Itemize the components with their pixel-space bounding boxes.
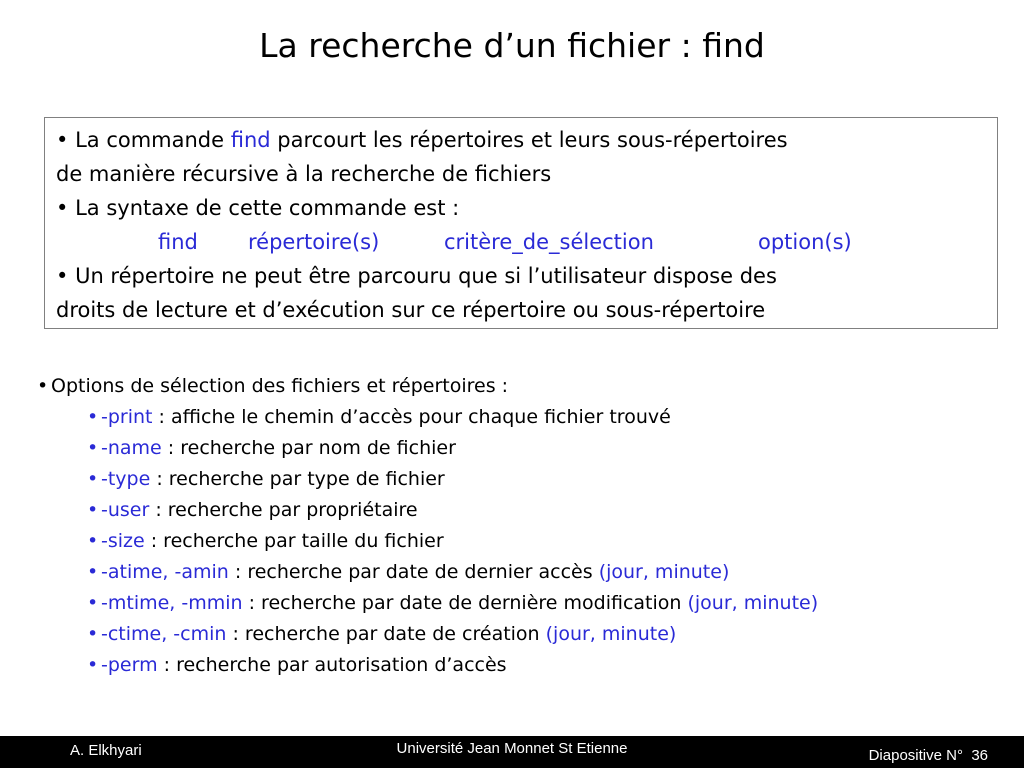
option-item — [37, 526, 1017, 557]
options-list — [37, 371, 1017, 681]
bullet: • — [37, 375, 49, 397]
syntax-find: find — [158, 230, 198, 254]
option-flag: -mtime, -mmin — [101, 592, 243, 614]
p3-line-1: Un répertoire ne peut être parcouru que si l’utilisateur dispose des — [75, 264, 777, 288]
option-item — [37, 495, 1017, 526]
option-extra: (jour, minute) — [545, 623, 677, 645]
footer-university: Université Jean Monnet St Etienne — [396, 740, 628, 757]
bullet: • — [87, 499, 99, 521]
definition-box — [44, 117, 998, 329]
option-desc: : recherche par date de création — [226, 623, 546, 645]
bullet: • — [56, 264, 69, 288]
option-desc: : recherche par taille du fichier — [144, 530, 444, 552]
slide-label: Diapositive N° — [868, 747, 963, 764]
options-heading — [37, 371, 1017, 402]
bullet: • — [56, 196, 69, 220]
syntax-intro: La syntaxe de cette commande est : — [75, 196, 460, 220]
option-desc: : affiche le chemin d’accès pour chaque fichier trouvé — [152, 406, 671, 428]
option-flag: -ctime, -cmin — [101, 623, 227, 645]
option-item — [37, 402, 1017, 433]
option-item — [37, 464, 1017, 495]
p1-text-b: parcourt les répertoires et leurs sous-répertoires — [270, 128, 788, 152]
options-heading-text: Options de sélection des fichiers et répertoires : — [51, 375, 509, 397]
option-desc: : recherche par autorisation d’accès — [157, 654, 507, 676]
find-command: find — [230, 128, 271, 152]
bullet: • — [87, 468, 99, 490]
syntax-criteria: critère_de_sélection — [444, 230, 654, 254]
box-line-3 — [56, 191, 997, 225]
option-extra: (jour, minute) — [598, 561, 730, 583]
box-line-1 — [56, 123, 997, 157]
p1-text-a: La commande — [75, 128, 231, 152]
footer-bar — [0, 736, 1024, 768]
slide-title: La recherche d’un fichier : find — [259, 26, 765, 65]
bullet: • — [87, 530, 99, 552]
option-flag: -atime, -amin — [101, 561, 229, 583]
bullet: • — [87, 654, 99, 676]
option-desc: : recherche par type de fichier — [150, 468, 445, 490]
bullet: • — [87, 437, 99, 459]
option-item — [37, 619, 1017, 650]
bullet: • — [87, 592, 99, 614]
footer-author: A. Elkhyari — [70, 742, 142, 759]
option-flag: -user — [101, 499, 150, 521]
option-flag: -size — [101, 530, 145, 552]
option-desc: : recherche par date de dernière modification — [242, 592, 688, 614]
option-flag: -print — [101, 406, 153, 428]
footer-slide-number — [869, 747, 988, 764]
slide-number: 36 — [971, 747, 988, 764]
option-flag: -type — [101, 468, 151, 490]
syntax-options: option(s) — [758, 230, 852, 254]
option-extra: (jour, minute) — [687, 592, 819, 614]
bullet: • — [87, 623, 99, 645]
option-flag: -name — [101, 437, 162, 459]
option-flag: -perm — [101, 654, 158, 676]
option-item — [37, 557, 1017, 588]
bullet: • — [87, 406, 99, 428]
box-line-5 — [56, 259, 997, 293]
option-desc: : recherche par date de dernier accès — [228, 561, 599, 583]
option-item — [37, 433, 1017, 464]
syntax-line — [56, 225, 997, 259]
box-line-6: droits de lecture et d’exécution sur ce répertoire ou sous-répertoire — [56, 298, 766, 322]
option-desc: : recherche par propriétaire — [149, 499, 418, 521]
bullet: • — [87, 561, 99, 583]
option-item — [37, 588, 1017, 619]
bullet: • — [56, 128, 69, 152]
option-desc: : recherche par nom de fichier — [161, 437, 456, 459]
syntax-directory: répertoire(s) — [248, 230, 380, 254]
box-line-2: de manière récursive à la recherche de fichiers — [56, 162, 552, 186]
option-item — [37, 650, 1017, 681]
